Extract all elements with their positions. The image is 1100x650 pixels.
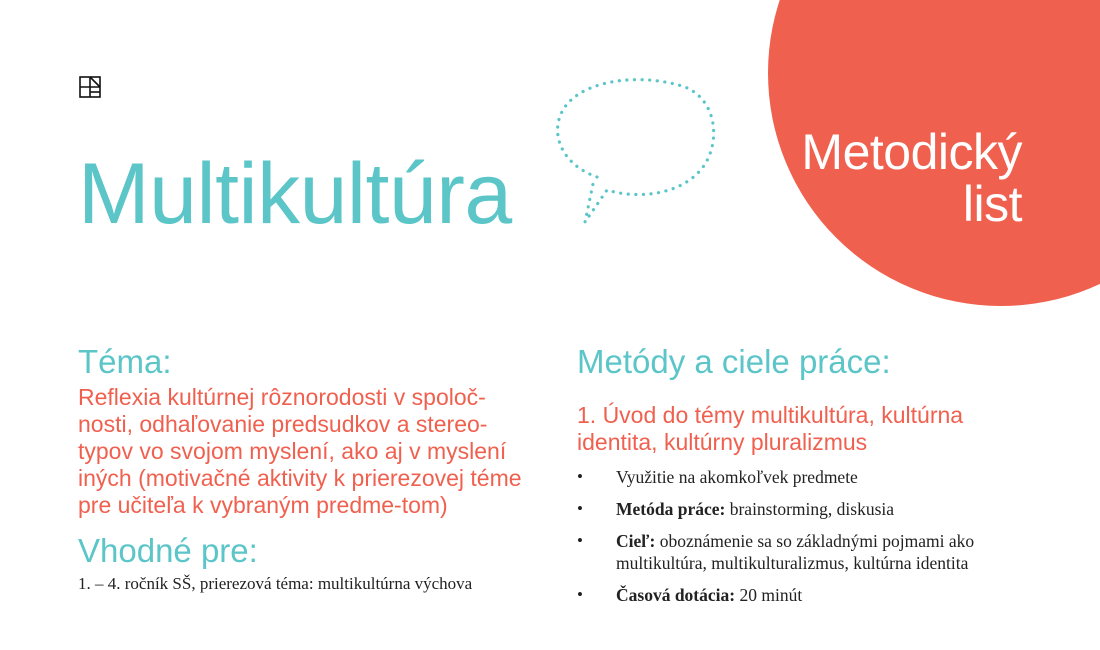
list-item: [577, 530, 1037, 574]
dotted-speech-bubble-icon: [545, 72, 720, 232]
bullet-icon: •: [577, 585, 583, 604]
bullet-icon: •: [577, 531, 583, 550]
list-item-text: brainstorming, diskusia: [725, 499, 895, 519]
badge-line-1: Metodický: [801, 124, 1022, 180]
methods-list: [577, 466, 1037, 606]
topic-text: Reflexia kultúrnej rôznorodosti v spoloč-nosti, odhaľovanie predsudkov a stereo-typov vo svojom myslení, ako aj v myslení iných (motivačné aktivity k prierezovej téme pre učiteľa k vybraným predme-tom): [78, 384, 522, 518]
suitable-text: 1. – 4. ročník SŠ, prierezová téma: multikultúrna výchova: [78, 574, 473, 593]
list-item: [577, 584, 1037, 606]
list-item-text: 20 minút: [735, 585, 803, 605]
topic-heading: Téma:: [78, 343, 172, 380]
right-column: [577, 342, 1037, 616]
bullet-icon: •: [577, 499, 583, 518]
grid-logo-icon: [79, 76, 101, 98]
list-item-text: Využitie na akomkoľvek predmete: [616, 467, 858, 487]
bullet-icon: •: [577, 467, 583, 486]
list-item: [577, 498, 1037, 520]
methods-section-title: 1. Úvod do témy multikultúra, kultúrna identita, kultúrny pluralizmus: [577, 402, 964, 455]
list-item: [577, 466, 1037, 488]
list-item-label: Časová dotácia:: [616, 585, 736, 605]
suitable-heading: Vhodné pre:: [78, 532, 258, 569]
badge-line-2: list: [962, 176, 1022, 232]
document-type-badge: [801, 126, 1022, 230]
page-title: Multikultúra: [78, 146, 512, 242]
list-item-label: Cieľ:: [616, 531, 656, 551]
left-column: [78, 342, 538, 595]
methods-heading: Metódy a ciele práce:: [577, 343, 891, 380]
list-item-text: oboznámenie sa so základnými pojmami ako multikultúra, multikulturalizmus, kultúrna identita: [616, 531, 975, 573]
list-item-label: Metóda práce:: [616, 499, 726, 519]
